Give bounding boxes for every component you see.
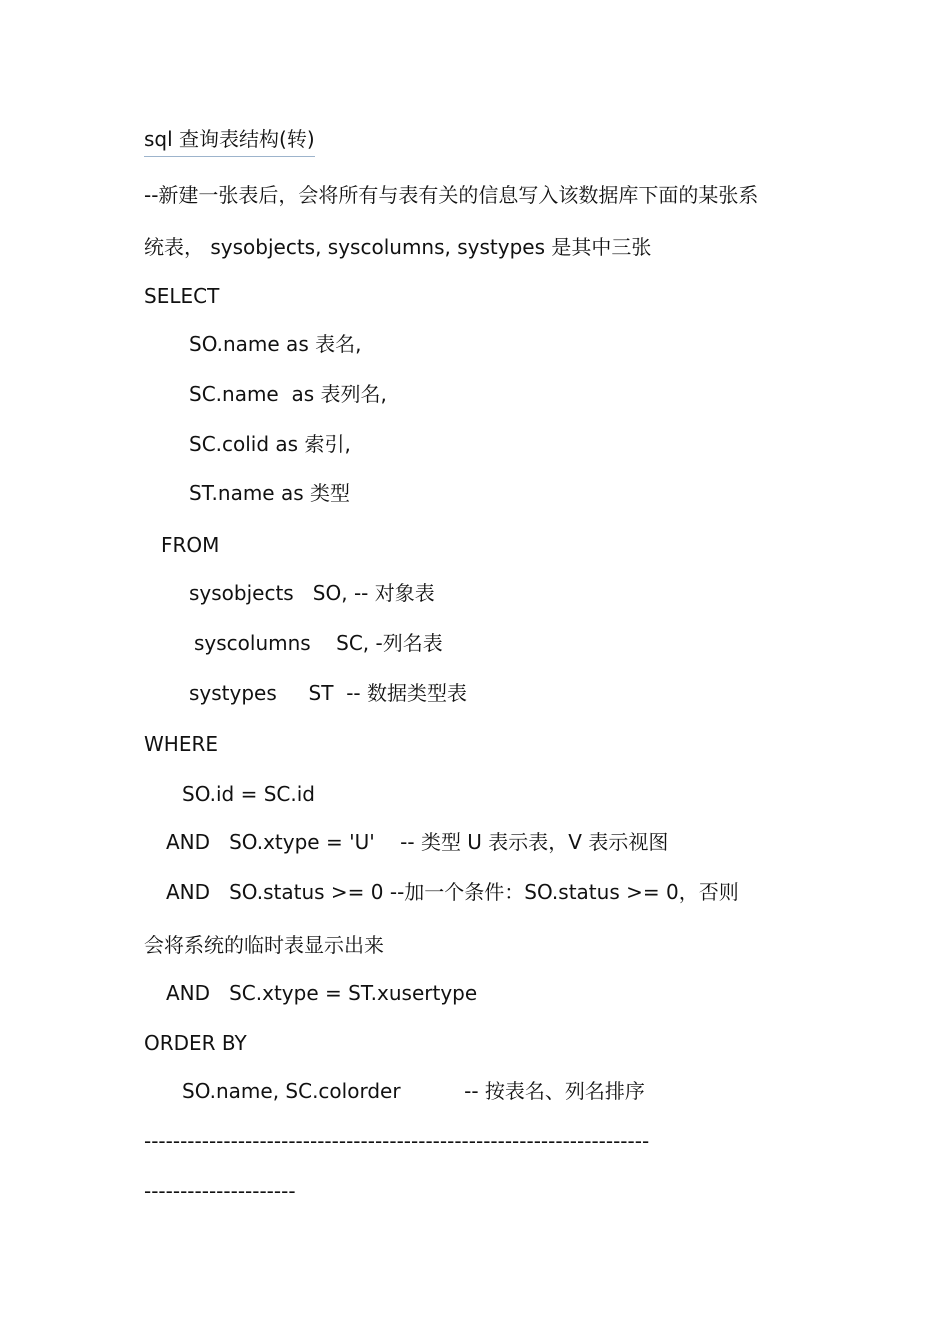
sql-table-3: systypes ST -- 数据类型表 <box>189 681 467 705</box>
comment-line-2: 统表， sysobjects, syscolumns, systypes 是其中三张 <box>144 235 652 259</box>
document-title: sql 查询表结构(转) <box>144 126 315 157</box>
sql-column-2: SC.name as 表列名, <box>189 382 387 406</box>
sql-from: FROM <box>161 533 220 557</box>
sql-condition-3-cont: 会将系统的临时表显示出来 <box>144 933 384 957</box>
sql-condition-4: AND SC.xtype = ST.xusertype <box>166 981 478 1005</box>
sql-table-2: syscolumns SC, -列名表 <box>194 631 443 655</box>
sql-column-3: SC.colid as 索引, <box>189 432 351 456</box>
separator-line-2: --------------------- <box>144 1179 296 1203</box>
comment-line-1: --新建一张表后，会将所有与表有关的信息写入该数据库下面的某张系 <box>144 183 759 207</box>
sql-where: WHERE <box>144 732 218 756</box>
sql-order-columns: SO.name, SC.colorder -- 按表名、列名排序 <box>182 1079 645 1103</box>
separator-line-1: ---------------------------------------------------------------------- <box>144 1129 650 1153</box>
sql-column-1: SO.name as 表名, <box>189 332 362 356</box>
sql-condition-3: AND SO.status >= 0 --加一个条件：SO.status >= 0，否则 <box>166 880 739 904</box>
sql-condition-1: SO.id = SC.id <box>182 782 315 806</box>
sql-select: SELECT <box>144 284 220 308</box>
sql-condition-2: AND SO.xtype = 'U' -- 类型 U 表示表，V 表示视图 <box>166 830 669 854</box>
sql-table-1: sysobjects SO, -- 对象表 <box>189 581 435 605</box>
sql-column-4: ST.name as 类型 <box>189 481 351 505</box>
sql-order-by: ORDER BY <box>144 1031 247 1055</box>
